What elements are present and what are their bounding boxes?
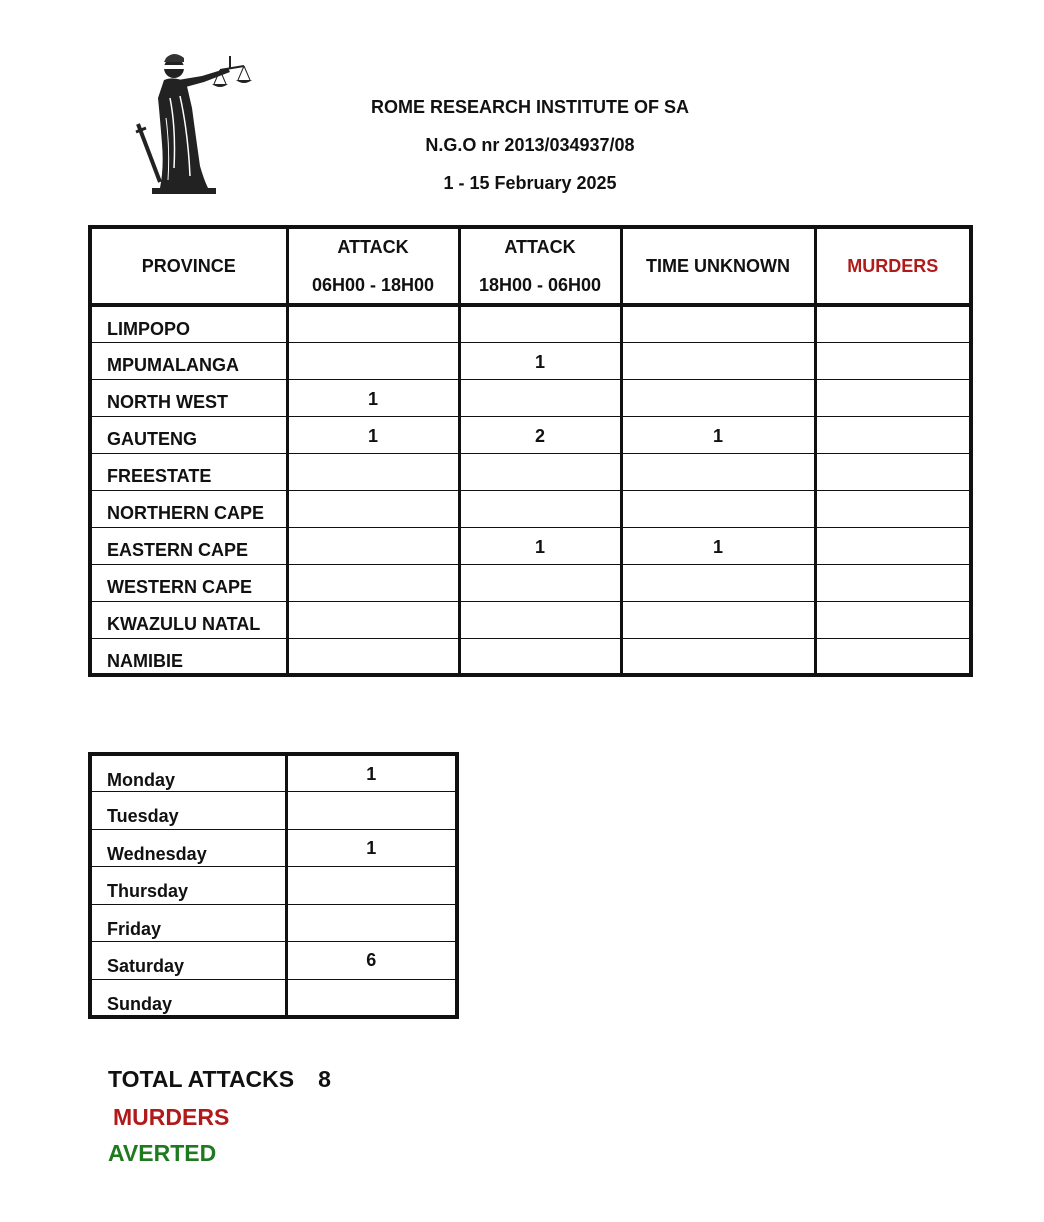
attack-day-cell xyxy=(287,305,459,342)
attack-day-cell xyxy=(287,601,459,638)
murders-cell xyxy=(815,416,971,453)
attack-night-cell xyxy=(459,305,621,342)
attack-night-cell xyxy=(459,638,621,675)
table-row xyxy=(90,527,971,564)
table-row xyxy=(90,942,457,980)
table-row xyxy=(90,601,971,638)
time-unknown-cell xyxy=(621,379,815,416)
murders-cell xyxy=(815,342,971,379)
weekday-cell: Saturday xyxy=(90,942,286,980)
province-cell: GAUTENG xyxy=(90,416,287,453)
averted-label: AVERTED xyxy=(108,1140,217,1166)
lady-justice-icon xyxy=(130,48,265,198)
col-header-time-unknown: TIME UNKNOWN xyxy=(621,227,815,305)
report-period: 1 - 15 February 2025 xyxy=(443,173,617,193)
table-row xyxy=(90,564,971,601)
time-unknown-cell xyxy=(621,453,815,490)
murders-cell xyxy=(815,527,971,564)
table-row xyxy=(90,867,457,905)
murders-cell xyxy=(815,305,971,342)
attack-night-cell xyxy=(459,601,621,638)
murders-cell xyxy=(815,490,971,527)
attack-night-cell: 2 xyxy=(459,416,621,453)
col-header-murders: MURDERS xyxy=(815,227,971,305)
table-row xyxy=(90,490,971,527)
weekday-table xyxy=(88,752,459,1019)
time-unknown-cell: 1 xyxy=(621,416,815,453)
murders-cell xyxy=(815,638,971,675)
table-row xyxy=(90,829,457,867)
total-attacks xyxy=(108,1066,331,1093)
murders-cell xyxy=(815,601,971,638)
province-table xyxy=(88,225,973,677)
time-unknown-cell xyxy=(621,638,815,675)
attack-night-cell xyxy=(459,490,621,527)
org-name: ROME RESEARCH INSTITUTE OF SA xyxy=(370,97,689,117)
time-unknown-cell xyxy=(621,601,815,638)
weekday-cell: Thursday xyxy=(90,867,286,905)
table-row xyxy=(90,792,457,830)
weekday-count-cell xyxy=(286,867,457,905)
weekday-cell: Friday xyxy=(90,904,286,942)
table-row xyxy=(90,904,457,942)
province-cell: NORTH WEST xyxy=(90,379,287,416)
col-header-attack-day: ATTACK 06H00 - 18H00 xyxy=(287,227,459,305)
murders-cell xyxy=(815,379,971,416)
attack-night-cell: 1 xyxy=(459,527,621,564)
time-unknown-cell xyxy=(621,305,815,342)
attack-day-cell: 1 xyxy=(287,379,459,416)
table-row xyxy=(90,342,971,379)
attack-day-cell xyxy=(287,564,459,601)
attack-day-cell xyxy=(287,638,459,675)
table-header-row xyxy=(90,227,971,305)
province-cell: MPUMALANGA xyxy=(90,342,287,379)
attack-day-cell xyxy=(287,453,459,490)
table-row xyxy=(90,638,971,675)
table-row xyxy=(90,453,971,490)
time-unknown-cell xyxy=(621,490,815,527)
murders-label: MURDERS xyxy=(113,1104,230,1130)
attack-day-cell: 1 xyxy=(287,416,459,453)
ngo-number: N.G.O nr 2013/034937/08 xyxy=(425,135,635,155)
province-cell: NORTHERN CAPE xyxy=(90,490,287,527)
province-cell: WESTERN CAPE xyxy=(90,564,287,601)
attack-night-cell xyxy=(459,379,621,416)
attack-night-cell xyxy=(459,564,621,601)
weekday-cell: Sunday xyxy=(90,980,286,1018)
weekday-cell: Monday xyxy=(90,754,286,792)
col-header-province: PROVINCE xyxy=(90,227,287,305)
weekday-count-cell: 1 xyxy=(286,829,457,867)
attack-day-cell xyxy=(287,342,459,379)
total-attacks-value: 8 xyxy=(318,1066,331,1092)
province-cell: LIMPOPO xyxy=(90,305,287,342)
table-row xyxy=(90,416,971,453)
weekday-count-cell xyxy=(286,792,457,830)
attack-day-cell xyxy=(287,527,459,564)
table-row xyxy=(90,305,971,342)
weekday-count-cell: 6 xyxy=(286,942,457,980)
province-cell: EASTERN CAPE xyxy=(90,527,287,564)
table-row xyxy=(90,754,457,792)
time-unknown-cell xyxy=(621,342,815,379)
weekday-cell: Wednesday xyxy=(90,829,286,867)
table-row xyxy=(90,980,457,1018)
weekday-count-cell xyxy=(286,904,457,942)
attack-night-cell xyxy=(459,453,621,490)
weekday-count-cell: 1 xyxy=(286,754,457,792)
table-row xyxy=(90,379,971,416)
murders-cell xyxy=(815,453,971,490)
time-unknown-cell: 1 xyxy=(621,527,815,564)
total-attacks-label: TOTAL ATTACKS xyxy=(108,1066,295,1092)
weekday-cell: Tuesday xyxy=(90,792,286,830)
province-cell: KWAZULU NATAL xyxy=(90,601,287,638)
time-unknown-cell xyxy=(621,564,815,601)
weekday-count-cell xyxy=(286,980,457,1018)
province-cell: FREESTATE xyxy=(90,453,287,490)
murders-cell xyxy=(815,564,971,601)
province-cell: NAMIBIE xyxy=(90,638,287,675)
attack-day-cell xyxy=(287,490,459,527)
col-header-attack-night: ATTACK 18H00 - 06H00 xyxy=(459,227,621,305)
attack-night-cell: 1 xyxy=(459,342,621,379)
